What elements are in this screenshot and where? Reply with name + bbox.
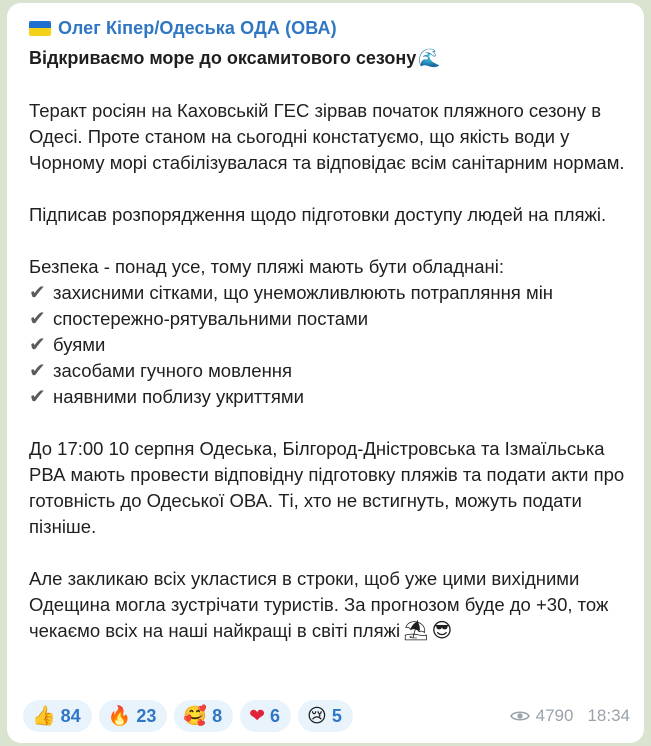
checklist-item-text: наявними поблизу укриттями (53, 386, 304, 407)
reaction-smiling-hearts[interactable] (174, 700, 233, 732)
checklist-item (29, 306, 630, 332)
checklist (29, 280, 630, 410)
reaction-count: 5 (331, 705, 342, 726)
crying-face-icon: 😢 (307, 705, 327, 727)
reaction-crying[interactable] (298, 700, 353, 732)
reaction-count: 84 (60, 705, 81, 726)
title-text: Відкриваємо море до оксамитового сезону (29, 47, 417, 68)
check-mark-icon: ✔ (29, 308, 46, 330)
reaction-heart[interactable] (240, 700, 291, 732)
thumbs-up-icon: 👍 (32, 706, 56, 727)
reaction-count: 23 (136, 705, 157, 726)
checklist-item (29, 384, 630, 410)
checklist-item-text: захисними сітками, що унеможливлюють потрапляння мін (53, 282, 554, 303)
paragraph-3: Безпека - понад усе, тому пляжі мають бути обладнані: (29, 256, 504, 277)
checklist-item (29, 358, 630, 384)
smiling-hearts-icon: 🥰 (183, 706, 208, 727)
sunglasses-face-icon: 😎 (431, 620, 453, 642)
message-header (29, 16, 630, 40)
check-mark-icon: ✔ (29, 386, 46, 408)
sender-name[interactable]: Олег Кіпер/Одеська ОДА (ОВА) (58, 17, 337, 38)
message-footer (23, 700, 630, 732)
check-mark-icon: ✔ (29, 282, 46, 304)
reaction-count: 8 (212, 705, 223, 726)
wave-icon: 🌊 (418, 47, 441, 68)
paragraph-2: Підписав розпорядження щодо підготовки доступу людей на пляжі. (29, 204, 607, 225)
paragraph-4: До 17:00 10 серпня Одеська, Білгород-Дністровська та Ізмаїльська РВА мають провести відповідну підготовку пляжів та подати акти про готовність до Одеської ОВА. Ті, хто не встигнуть, можуть подати пізніше. (29, 438, 625, 537)
view-count: 4790 (535, 706, 574, 725)
checklist-item (29, 332, 630, 358)
checklist-item-text: спостережно-рятувальними постами (53, 308, 369, 329)
paragraph-5 (29, 566, 630, 644)
ukraine-flag-icon (29, 21, 51, 36)
check-mark-icon: ✔ (29, 334, 46, 356)
eye-icon (510, 710, 530, 722)
message-bubble (7, 3, 644, 743)
checklist-item-text: засобами гучного мовлення (53, 360, 293, 381)
reaction-thumbs-up[interactable] (23, 700, 92, 732)
beach-umbrella-icon: ⛱ (403, 620, 429, 642)
fire-icon: 🔥 (107, 706, 132, 727)
reaction-fire[interactable] (99, 700, 168, 732)
message-time: 18:34 (587, 706, 630, 725)
message-title (29, 46, 630, 70)
paragraph-1: Теракт росіян на Каховській ГЕС зірвав початок пляжного сезону в Одесі. Проте станом на сьогодні констатуємо, що якість води у Чорному морі стабілізувалася та відповідає всім санітарним нормам. (29, 100, 625, 173)
check-mark-icon: ✔ (29, 360, 46, 382)
reaction-count: 6 (270, 705, 281, 726)
checklist-item-text: буями (53, 334, 106, 355)
paragraph-5-text: Але закликаю всіх укластися в строки, щоб уже цими вихідними Одещина могла зустрічати туристів. За прогнозом буде до +30, тож чекаємо всіх на наші найкращі в світі пляжі (29, 568, 609, 641)
checklist-item (29, 280, 630, 306)
message-meta (510, 706, 630, 726)
heart-icon: ❤ (249, 705, 266, 727)
